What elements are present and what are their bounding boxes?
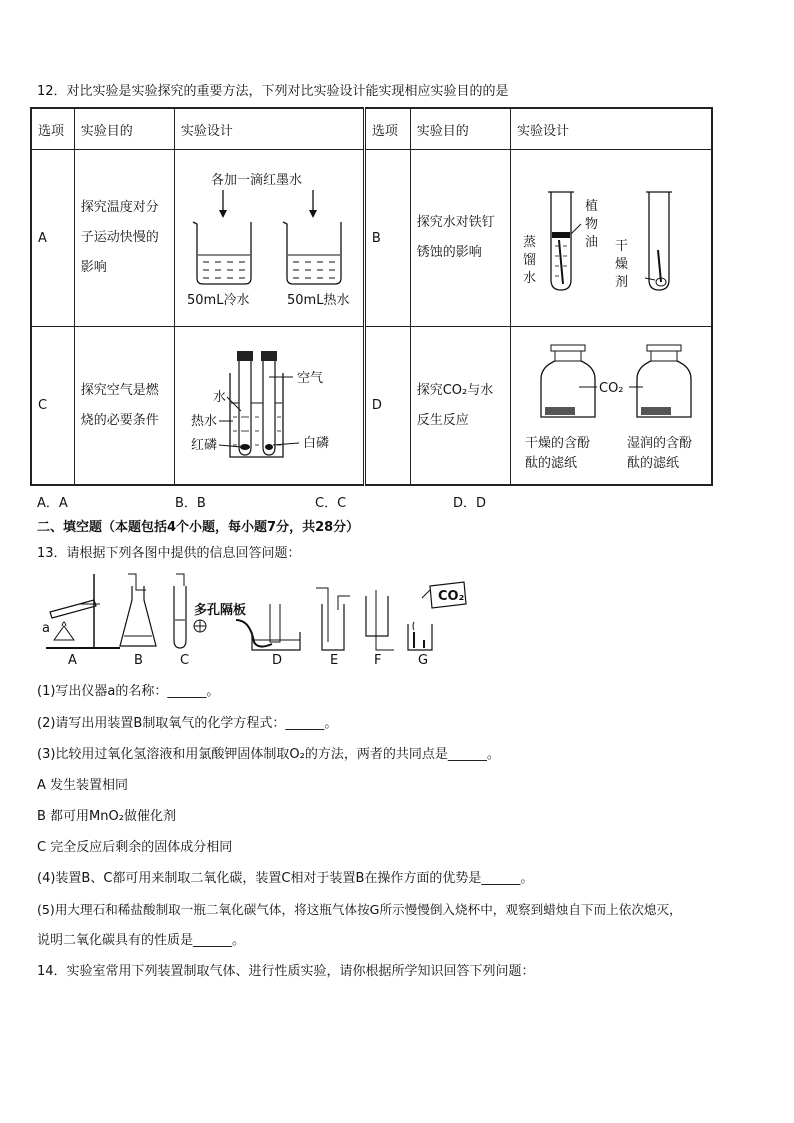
- apparatus-label-f: F: [374, 653, 382, 668]
- q14-stem: 14．实验室常用下列装置制取气体、进行性质实验，请你根据所学知识回答下列问题：: [37, 964, 535, 979]
- apparatus-label-b: B: [134, 653, 143, 668]
- choice-d: D．D: [453, 496, 487, 511]
- label-oil-3: 油: [585, 235, 599, 250]
- choice-c: C．C: [315, 496, 347, 511]
- label-air: 空气: [296, 371, 323, 386]
- header-design: 实验设计: [174, 108, 364, 150]
- option-a: A: [31, 150, 74, 327]
- label-wet-paper-1: 湿润的含酚: [627, 436, 693, 451]
- design-a-figure: [174, 150, 364, 327]
- label-hot-water-c: 热水: [190, 414, 217, 429]
- q13-sub5-line1: (5)用大理石和稀盐酸制取一瓶二氧化碳气体，将这瓶气体按G所示慢慢倒入烧杯中，观察到蜡烛自下而上依次熄灭，: [37, 902, 682, 917]
- apparatus-label-g: G: [418, 653, 429, 668]
- q13-apparatus-figure: [40, 570, 480, 668]
- header-design-2: 实验设计: [511, 108, 713, 150]
- purpose-c: 探究空气是燃烧的必要条件: [74, 327, 174, 486]
- label-water: 水: [212, 390, 226, 405]
- header-option-2: 选项: [364, 108, 410, 150]
- label-desiccant-2: 燥: [615, 257, 629, 272]
- q13-option-a: A 发生装置相同: [37, 778, 129, 793]
- apparatus-label-d: D: [272, 653, 283, 668]
- apparatus-label-a: A: [68, 653, 77, 668]
- label-oil-1: 植: [585, 199, 599, 214]
- label-white-phosphorus: 白磷: [302, 436, 329, 451]
- option-d: D: [364, 327, 410, 486]
- table-row: [31, 150, 712, 327]
- label-distilled-1: 蒸: [523, 235, 537, 250]
- header-option: 选项: [31, 108, 74, 150]
- label-porous-plate: 多孔隔板: [194, 603, 247, 618]
- design-b-figure: [511, 150, 713, 327]
- label-a: a: [42, 621, 50, 636]
- label-desiccant-1: 干: [615, 239, 629, 254]
- option-c: C: [31, 327, 74, 486]
- purpose-d: 探究CO₂与水反生反应: [410, 327, 510, 486]
- label-oil-2: 物: [585, 217, 599, 232]
- label-dry-paper-1: 干燥的含酚: [525, 436, 591, 451]
- choice-a: A．A: [37, 496, 68, 511]
- purpose-b: 探究水对铁钉锈蚀的影响: [410, 150, 510, 327]
- label-desiccant-3: 剂: [615, 275, 629, 290]
- q13-sub1: (1)写出仪器a的名称：______。: [37, 684, 220, 699]
- apparatus-label-e: E: [330, 653, 339, 668]
- apparatus-label-c: C: [180, 653, 190, 668]
- q12-table: [30, 107, 713, 486]
- q13-sub4: (4)装置B、C都可用来制取二氧化碳，装置C相对于装置B在操作方面的优势是______。: [37, 871, 534, 886]
- q13-sub2: (2)请写出用装置B制取氧气的化学方程式：______。: [37, 716, 338, 731]
- label-wet-paper-2: 酞的滤纸: [627, 456, 680, 471]
- q12-choices: [37, 494, 537, 514]
- table-row: [31, 327, 712, 486]
- q13-option-c: C 完全反应后剩余的固体成分相同: [37, 840, 233, 855]
- header-purpose-2: 实验目的: [410, 108, 510, 150]
- label-distilled-2: 馏: [523, 253, 537, 268]
- q13-stem: 13．请根据下列各图中提供的信息回答问题：: [37, 546, 301, 561]
- table-header-row: [31, 108, 712, 150]
- q12-stem: 12．对比实验是实验探究的重要方法，下列对比实验设计能实现相应实验目的的是: [37, 84, 509, 99]
- purpose-a: 探究温度对分子运动快慢的影响: [74, 150, 174, 327]
- q13-sub3: (3)比较用过氧化氢溶液和用氯酸钾固体制取O₂的方法，两者的共同点是______。: [37, 747, 500, 762]
- section-heading: 二、填空题（本题包括4个小题，每小题7分，共28分）: [37, 520, 360, 535]
- label-co2: CO₂: [599, 381, 624, 396]
- label-hot-water: 50mL热水: [286, 293, 350, 308]
- label-distilled-3: 水: [523, 271, 537, 286]
- header-purpose: 实验目的: [74, 108, 174, 150]
- option-b: B: [364, 150, 410, 327]
- design-d-figure: [511, 327, 713, 486]
- label-dry-paper-2: 酞的滤纸: [525, 456, 578, 471]
- label-cold-water: 50mL冷水: [186, 293, 250, 308]
- label-red-phosphorus: 红磷: [190, 438, 217, 453]
- design-c-figure: [174, 327, 364, 486]
- choice-b: B．B: [175, 496, 206, 511]
- label-add-red-ink: 各加一滴红墨水: [210, 173, 302, 188]
- q13-sub5-line2: 说明二氧化碳具有的性质是______。: [37, 933, 246, 948]
- q13-option-b: B 都可用MnO₂做催化剂: [37, 809, 176, 824]
- label-co2-bottle: CO₂: [438, 589, 465, 604]
